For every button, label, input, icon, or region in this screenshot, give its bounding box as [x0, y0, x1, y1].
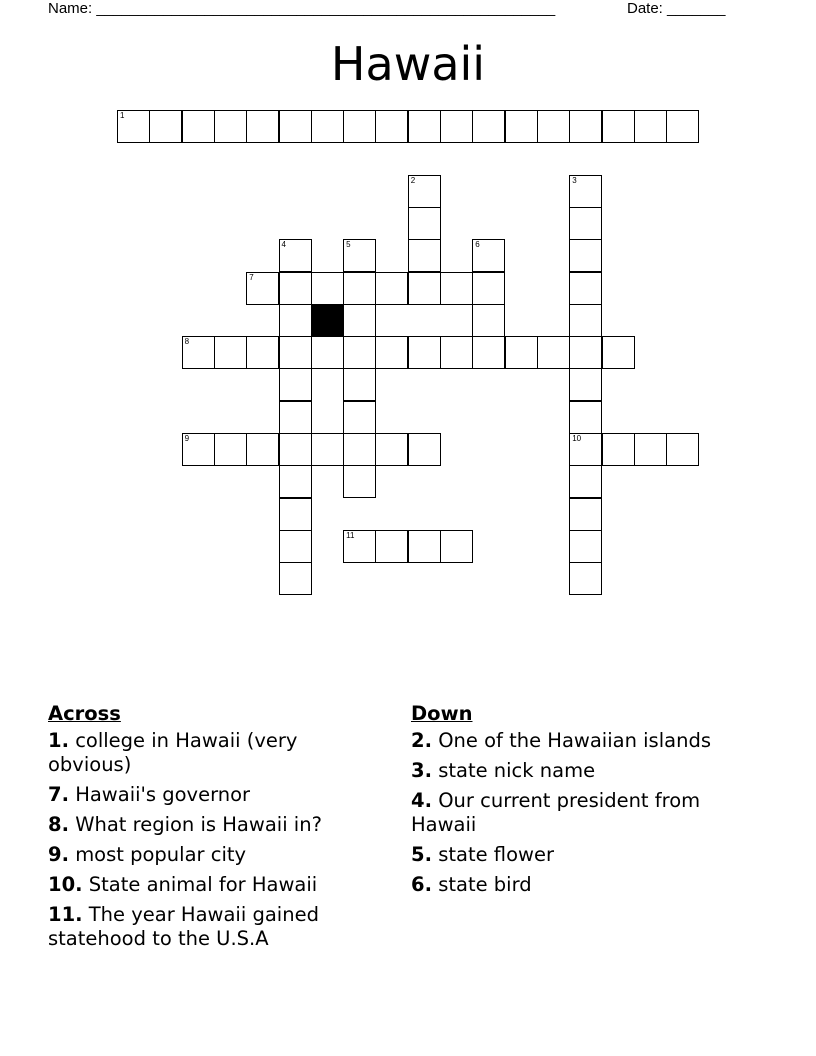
grid-cell[interactable]	[182, 110, 215, 143]
grid-cell[interactable]	[569, 498, 602, 531]
clue-text: What region is Hawaii in?	[75, 813, 322, 836]
grid-cell[interactable]	[569, 433, 602, 466]
grid-cell[interactable]	[343, 336, 376, 369]
grid-cell[interactable]	[569, 175, 602, 208]
grid-cell[interactable]	[375, 110, 408, 143]
grid-cell[interactable]	[569, 304, 602, 337]
clue-number: 11.	[48, 903, 83, 926]
clue-number-label: 7	[249, 272, 254, 282]
clue-number: 6.	[411, 873, 432, 896]
grid-cell[interactable]	[569, 368, 602, 401]
down-clue	[411, 789, 751, 837]
grid-cell[interactable]	[602, 336, 635, 369]
down-clues	[411, 702, 751, 903]
grid-cell[interactable]	[343, 239, 376, 272]
clue-number: 5.	[411, 843, 432, 866]
grid-cell[interactable]	[408, 239, 441, 272]
grid-cell[interactable]	[279, 498, 312, 531]
blocked-cell	[311, 304, 344, 337]
clue-text: State animal for Hawaii	[88, 873, 318, 896]
clue-text: college in Hawaii (very obvious)	[48, 729, 298, 776]
grid-cell[interactable]	[537, 110, 570, 143]
clue-number-label: 5	[346, 240, 351, 250]
grid-cell[interactable]	[569, 562, 602, 595]
clue-number: 1.	[48, 729, 69, 752]
clue-number: 9.	[48, 843, 69, 866]
down-clue	[411, 873, 751, 897]
clue-number: 10.	[48, 873, 83, 896]
grid-cell[interactable]	[279, 304, 312, 337]
grid-cell[interactable]	[666, 110, 699, 143]
down-clue	[411, 843, 751, 867]
grid-cell[interactable]	[279, 433, 312, 466]
clue-text: The year Hawaii gained statehood to the U.S.A	[48, 903, 319, 950]
grid-cell[interactable]	[634, 110, 667, 143]
clue-number: 3.	[411, 759, 432, 782]
grid-cell[interactable]	[440, 336, 473, 369]
grid-cell[interactable]	[311, 433, 344, 466]
grid-cell[interactable]	[311, 272, 344, 305]
grid-cell[interactable]	[182, 336, 215, 369]
across-clue	[48, 813, 368, 837]
clue-number-label: 9	[184, 434, 190, 443]
clue-text: state flower	[438, 843, 554, 866]
grid-cell[interactable]	[602, 110, 635, 143]
grid-cell[interactable]	[343, 433, 376, 466]
across-heading: Across	[48, 702, 121, 725]
grid-cell[interactable]	[279, 368, 312, 401]
grid-cell[interactable]	[537, 336, 570, 369]
grid-cell[interactable]	[569, 465, 602, 498]
across-clue	[48, 903, 368, 951]
grid-cell[interactable]	[440, 272, 473, 305]
grid-cell[interactable]	[440, 110, 473, 143]
clue-number-label: 2	[410, 175, 416, 185]
clue-number-label: 3	[572, 175, 577, 185]
page-title: Hawaii	[330, 37, 486, 91]
clue-number: 7.	[48, 783, 69, 806]
across-clue	[48, 873, 368, 897]
grid-cell[interactable]	[408, 272, 441, 305]
grid-cell[interactable]	[214, 336, 247, 369]
grid-cell[interactable]	[343, 272, 376, 305]
grid-cell[interactable]	[279, 110, 312, 143]
grid-cell[interactable]	[246, 433, 279, 466]
grid-cell[interactable]	[408, 433, 441, 466]
across-clues	[48, 702, 368, 957]
clue-number-label: 1	[120, 111, 125, 120]
clue-text: Our current president from Hawaii	[411, 789, 701, 836]
grid-cell[interactable]	[343, 304, 376, 337]
grid-cell[interactable]	[569, 239, 602, 272]
grid-cell[interactable]	[343, 368, 376, 401]
grid-cell[interactable]	[569, 401, 602, 434]
grid-cell[interactable]	[149, 110, 182, 143]
clue-number-label: 10	[572, 434, 582, 443]
clue-number-label: 6	[475, 240, 480, 250]
grid-cell[interactable]	[311, 336, 344, 369]
grid-cell[interactable]	[375, 272, 408, 305]
grid-cell[interactable]	[279, 465, 312, 498]
grid-cell[interactable]	[246, 336, 279, 369]
grid-cell[interactable]	[408, 110, 441, 143]
clue-number-label: 8	[184, 337, 190, 347]
grid-cell[interactable]	[472, 304, 505, 337]
clue-text: Hawaii's governor	[75, 783, 251, 806]
name-line[interactable]: Name: _______________________________________________________	[48, 0, 556, 17]
grid-cell[interactable]	[343, 530, 376, 563]
grid-cell[interactable]	[214, 433, 247, 466]
grid-cell[interactable]	[279, 336, 312, 369]
across-clue	[48, 843, 368, 867]
grid-cell[interactable]	[246, 272, 279, 305]
grid-cell[interactable]	[408, 175, 441, 208]
grid-cell[interactable]	[408, 530, 441, 563]
grid-cell[interactable]	[569, 530, 602, 563]
clue-number: 8.	[48, 813, 69, 836]
grid-cell[interactable]	[472, 239, 505, 272]
date-line[interactable]: Date: _______	[627, 0, 726, 17]
clue-text: One of the Hawaiian islands	[438, 729, 711, 752]
grid-cell[interactable]	[505, 110, 538, 143]
grid-cell[interactable]	[279, 562, 312, 595]
down-clue	[411, 759, 751, 783]
grid-cell[interactable]	[569, 110, 602, 143]
clue-text: most popular city	[75, 843, 247, 866]
grid-cell[interactable]	[279, 530, 312, 563]
grid-cell[interactable]	[569, 272, 602, 305]
grid-cell[interactable]	[505, 336, 538, 369]
grid-cell[interactable]	[472, 272, 505, 305]
grid-cell[interactable]	[569, 207, 602, 240]
grid-cell[interactable]	[279, 401, 312, 434]
grid-cell[interactable]	[375, 433, 408, 466]
grid-cell[interactable]	[343, 401, 376, 434]
grid-cell[interactable]	[343, 465, 376, 498]
clue-text: state bird	[438, 873, 532, 896]
grid-cell[interactable]	[408, 207, 441, 240]
grid-cell[interactable]	[569, 336, 602, 369]
grid-cell[interactable]	[602, 433, 635, 466]
clue-number-label: 4	[281, 240, 286, 250]
grid-cell[interactable]	[408, 336, 441, 369]
across-clue	[48, 729, 368, 777]
grid-cell[interactable]	[279, 239, 312, 272]
grid-cell[interactable]	[634, 433, 667, 466]
grid-cell[interactable]	[343, 110, 376, 143]
grid-cell[interactable]	[246, 110, 279, 143]
down-heading: Down	[411, 702, 473, 725]
grid-cell[interactable]	[375, 530, 408, 563]
grid-cell[interactable]	[117, 110, 150, 143]
grid-cell[interactable]	[666, 433, 699, 466]
grid-cell[interactable]	[279, 272, 312, 305]
across-clue	[48, 783, 368, 807]
clue-text: state nick name	[438, 759, 596, 782]
grid-cell[interactable]	[440, 530, 473, 563]
grid-cell[interactable]	[311, 110, 344, 143]
grid-cell[interactable]	[472, 336, 505, 369]
grid-cell[interactable]	[214, 110, 247, 143]
clue-number: 4.	[411, 789, 432, 812]
grid-cell[interactable]	[182, 433, 215, 466]
grid-cell[interactable]	[472, 110, 505, 143]
down-clue	[411, 729, 751, 753]
clue-number-label: 11	[346, 530, 355, 540]
grid-cell[interactable]	[375, 336, 408, 369]
clue-number: 2.	[411, 729, 432, 752]
